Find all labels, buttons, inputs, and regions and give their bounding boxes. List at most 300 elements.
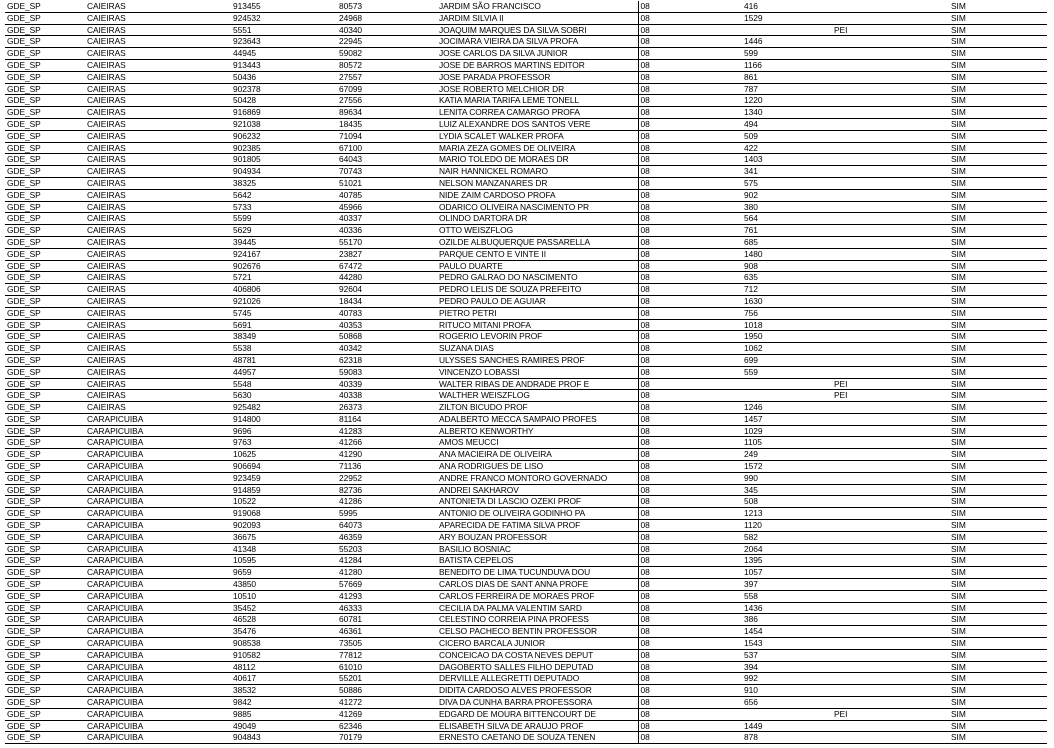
id-cell: 46333 [337,602,437,614]
table-row [5,260,1047,272]
school-name-cell: ANA MACIEIRA DE OLIVEIRA [437,449,638,461]
code-cell: 48112 [231,661,337,673]
table-row [5,461,1047,473]
region-cell: GDE_SP [5,390,85,402]
group-cell: 08 [638,284,742,296]
program-cell [832,425,949,437]
group-cell: 08 [638,130,742,142]
school-name-cell: BASILIO BOSNIAC [437,543,638,555]
municipality-cell: CAIEIRAS [85,189,231,201]
region-cell: GDE_SP [5,166,85,178]
status-cell: SIM [949,673,1047,685]
school-name-cell: DERVILLE ALLEGRETTI DEPUTADO [437,673,638,685]
municipality-cell: CAIEIRAS [85,130,231,142]
group-cell: 08 [638,638,742,650]
municipality-cell: CARAPICUIBA [85,437,231,449]
region-cell: GDE_SP [5,508,85,520]
status-cell: SIM [949,661,1047,673]
municipality-cell: CARAPICUIBA [85,567,231,579]
group-cell: 08 [638,12,742,24]
school-name-cell: ANDRE FRANCO MONTORO GOVERNADO [437,472,638,484]
code-cell: 9885 [231,708,337,720]
program-cell [832,48,949,60]
program-cell: PEI [832,390,949,402]
group-cell: 08 [638,307,742,319]
count-cell: 992 [742,673,832,685]
program-cell [832,107,949,119]
table-row [5,118,1047,130]
table-row [5,154,1047,166]
count-cell: 397 [742,579,832,591]
school-name-cell: LUIZ ALEXANDRE DOS SANTOS VERE [437,118,638,130]
region-cell: GDE_SP [5,319,85,331]
status-cell: SIM [949,118,1047,130]
id-cell: 51021 [337,177,437,189]
group-cell: 08 [638,201,742,213]
code-cell: 5630 [231,390,337,402]
program-cell [832,673,949,685]
program-cell: PEI [832,24,949,36]
school-name-cell: CARLOS FERREIRA DE MORAES PROF [437,590,638,602]
count-cell [742,378,832,390]
program-cell [832,189,949,201]
table-row [5,567,1047,579]
school-name-cell: DIDITA CARDOSO ALVES PROFESSOR [437,685,638,697]
status-cell: SIM [949,425,1047,437]
id-cell: 26373 [337,402,437,414]
count-cell: 380 [742,201,832,213]
id-cell: 40342 [337,343,437,355]
group-cell: 08 [638,260,742,272]
region-cell: GDE_SP [5,366,85,378]
id-cell: 92604 [337,284,437,296]
status-cell: SIM [949,579,1047,591]
program-cell [832,413,949,425]
code-cell: 38325 [231,177,337,189]
region-cell: GDE_SP [5,531,85,543]
code-cell: 44945 [231,48,337,60]
code-cell: 39445 [231,236,337,248]
id-cell: 40337 [337,213,437,225]
code-cell: 908538 [231,638,337,650]
region-cell: GDE_SP [5,225,85,237]
program-cell [832,567,949,579]
count-cell [742,390,832,402]
id-cell: 46361 [337,626,437,638]
status-cell: SIM [949,732,1047,744]
status-cell: SIM [949,59,1047,71]
group-cell: 08 [638,83,742,95]
table-row [5,177,1047,189]
group-cell: 08 [638,614,742,626]
table-row [5,319,1047,331]
program-cell [832,1,949,12]
code-cell: 9659 [231,567,337,579]
region-cell: GDE_SP [5,24,85,36]
municipality-cell: CARAPICUIBA [85,484,231,496]
table-row [5,732,1047,744]
school-name-cell: CICERO BARCALA JUNIOR [437,638,638,650]
region-cell: GDE_SP [5,177,85,189]
code-cell: 50436 [231,71,337,83]
status-cell: SIM [949,354,1047,366]
program-cell [832,236,949,248]
count-cell: 1029 [742,425,832,437]
school-name-cell: JOAQUIM MARQUES DA SILVA SOBRI [437,24,638,36]
region-cell: GDE_SP [5,118,85,130]
table-row [5,83,1047,95]
municipality-cell: CARAPICUIBA [85,520,231,532]
region-cell: GDE_SP [5,697,85,709]
count-cell: 249 [742,449,832,461]
school-name-cell: OLINDO DARTORA DR [437,213,638,225]
program-cell [832,177,949,189]
region-cell: GDE_SP [5,130,85,142]
table-row [5,295,1047,307]
table-row [5,673,1047,685]
code-cell: 41348 [231,543,337,555]
region-cell: GDE_SP [5,720,85,732]
program-cell [832,697,949,709]
municipality-cell: CAIEIRAS [85,378,231,390]
group-cell: 08 [638,1,742,12]
status-cell: SIM [949,649,1047,661]
program-cell [832,685,949,697]
school-name-cell: BENEDITO DE LIMA TUCUNDUVA DOU [437,567,638,579]
table-row [5,59,1047,71]
count-cell: 1220 [742,95,832,107]
id-cell: 41293 [337,590,437,602]
status-cell: SIM [949,461,1047,473]
table-row [5,236,1047,248]
count-cell: 878 [742,732,832,744]
region-cell: GDE_SP [5,71,85,83]
code-cell: 902093 [231,520,337,532]
status-cell: SIM [949,12,1047,24]
group-cell: 08 [638,673,742,685]
municipality-cell: CAIEIRAS [85,307,231,319]
group-cell: 08 [638,177,742,189]
school-name-cell: RITUCO MITANI PROFA [437,319,638,331]
table-row [5,272,1047,284]
municipality-cell: CARAPICUIBA [85,732,231,744]
school-name-cell: CECILIA DA PALMA VALENTIM SARD [437,602,638,614]
group-cell: 08 [638,59,742,71]
group-cell: 08 [638,48,742,60]
code-cell: 9763 [231,437,337,449]
code-cell: 901805 [231,154,337,166]
code-cell: 914800 [231,413,337,425]
id-cell: 24968 [337,12,437,24]
id-cell: 82736 [337,484,437,496]
id-cell: 50868 [337,331,437,343]
table-row [5,590,1047,602]
group-cell: 08 [638,319,742,331]
count-cell: 558 [742,590,832,602]
program-cell [832,661,949,673]
table-row [5,354,1047,366]
status-cell: SIM [949,484,1047,496]
group-cell: 08 [638,354,742,366]
count-cell: 1166 [742,59,832,71]
school-name-cell: JARDIM SÃO FRANCISCO [437,1,638,12]
municipality-cell: CAIEIRAS [85,284,231,296]
region-cell: GDE_SP [5,284,85,296]
program-cell [832,590,949,602]
count-cell: 1457 [742,413,832,425]
school-name-cell: ELISABETH SILVA DE ARAUJO PROF [437,720,638,732]
status-cell: SIM [949,472,1047,484]
school-name-cell: PEDRO LELIS DE SOUZA PREFEITO [437,284,638,296]
group-cell: 08 [638,472,742,484]
region-cell: GDE_SP [5,496,85,508]
code-cell: 913443 [231,59,337,71]
program-cell [832,614,949,626]
id-cell: 61010 [337,661,437,673]
municipality-cell: CAIEIRAS [85,59,231,71]
table-row [5,602,1047,614]
region-cell: GDE_SP [5,626,85,638]
municipality-cell: CAIEIRAS [85,225,231,237]
table-row [5,284,1047,296]
school-name-cell: WALTER RIBAS DE ANDRADE PROF E [437,378,638,390]
program-cell [832,142,949,154]
id-cell: 23827 [337,248,437,260]
table-row [5,201,1047,213]
status-cell: SIM [949,142,1047,154]
table-row [5,1,1047,12]
id-cell: 22952 [337,472,437,484]
school-name-cell: LYDIA SCALET WALKER PROFA [437,130,638,142]
program-cell [832,307,949,319]
code-cell: 9696 [231,425,337,437]
code-cell: 5642 [231,189,337,201]
code-cell: 35476 [231,626,337,638]
program-cell [832,579,949,591]
table-row [5,130,1047,142]
count-cell: 345 [742,484,832,496]
municipality-cell: CARAPICUIBA [85,697,231,709]
group-cell: 08 [638,166,742,178]
municipality-cell: CAIEIRAS [85,166,231,178]
code-cell: 5629 [231,225,337,237]
region-cell: GDE_SP [5,732,85,744]
count-cell: 1105 [742,437,832,449]
status-cell: SIM [949,213,1047,225]
id-cell: 60781 [337,614,437,626]
count-cell: 787 [742,83,832,95]
code-cell: 913455 [231,1,337,12]
table-row [5,36,1047,48]
table-row [5,378,1047,390]
municipality-cell: CARAPICUIBA [85,508,231,520]
region-cell: GDE_SP [5,295,85,307]
school-name-cell: ADALBERTO MECCA SAMPAIO PROFES [437,413,638,425]
region-cell: GDE_SP [5,307,85,319]
id-cell: 80572 [337,59,437,71]
program-cell [832,130,949,142]
municipality-cell: CARAPICUIBA [85,425,231,437]
table-row [5,48,1047,60]
code-cell: 10625 [231,449,337,461]
count-cell: 635 [742,272,832,284]
status-cell: SIM [949,71,1047,83]
municipality-cell: CAIEIRAS [85,236,231,248]
count-cell: 908 [742,260,832,272]
status-cell: SIM [949,130,1047,142]
count-cell: 341 [742,166,832,178]
region-cell: GDE_SP [5,567,85,579]
school-name-cell: JOSE CARLOS DA SILVA JUNIOR [437,48,638,60]
count-cell: 761 [742,225,832,237]
count-cell: 1572 [742,461,832,473]
region-cell: GDE_SP [5,354,85,366]
school-name-cell: PARQUE CENTO E VINTE II [437,248,638,260]
table-row [5,697,1047,709]
table-row [5,543,1047,555]
count-cell: 494 [742,118,832,130]
status-cell: SIM [949,378,1047,390]
id-cell: 41280 [337,567,437,579]
code-cell: 902378 [231,83,337,95]
region-cell: GDE_SP [5,12,85,24]
school-name-cell: VINCENZO LOBASSI [437,366,638,378]
table-row [5,248,1047,260]
program-cell [832,496,949,508]
status-cell: SIM [949,331,1047,343]
status-cell: SIM [949,154,1047,166]
status-cell: SIM [949,602,1047,614]
school-name-cell: ARY BOUZAN PROFESSOR [437,531,638,543]
region-cell: GDE_SP [5,638,85,650]
table-row [5,225,1047,237]
count-cell: 1454 [742,626,832,638]
id-cell: 18434 [337,295,437,307]
code-cell: 10510 [231,590,337,602]
group-cell: 08 [638,543,742,555]
status-cell: SIM [949,319,1047,331]
region-cell: GDE_SP [5,154,85,166]
region-cell: GDE_SP [5,590,85,602]
school-name-cell: OTTO WEISZFLOG [437,225,638,237]
status-cell: SIM [949,437,1047,449]
count-cell: 1529 [742,12,832,24]
status-cell: SIM [949,685,1047,697]
count-cell: 599 [742,48,832,60]
region-cell: GDE_SP [5,59,85,71]
id-cell: 44280 [337,272,437,284]
count-cell: 1246 [742,402,832,414]
group-cell: 08 [638,720,742,732]
code-cell: 9842 [231,697,337,709]
table-row [5,142,1047,154]
group-cell: 08 [638,449,742,461]
code-cell: 49049 [231,720,337,732]
program-cell [832,354,949,366]
program-cell [832,366,949,378]
program-cell [832,71,949,83]
id-cell: 27557 [337,71,437,83]
school-name-cell: PEDRO GALRAO DO NASCIMENTO [437,272,638,284]
count-cell: 1950 [742,331,832,343]
group-cell: 08 [638,602,742,614]
region-cell: GDE_SP [5,107,85,119]
count-cell: 1213 [742,508,832,520]
status-cell: SIM [949,508,1047,520]
program-cell [832,201,949,213]
count-cell: 394 [742,661,832,673]
program-cell [832,295,949,307]
municipality-cell: CARAPICUIBA [85,638,231,650]
status-cell: SIM [949,107,1047,119]
count-cell [742,24,832,36]
program-cell [832,720,949,732]
table-row [5,649,1047,661]
program-cell [832,248,949,260]
status-cell: SIM [949,626,1047,638]
count-cell: 508 [742,496,832,508]
id-cell: 45966 [337,201,437,213]
region-cell: GDE_SP [5,236,85,248]
municipality-cell: CAIEIRAS [85,213,231,225]
program-cell [832,225,949,237]
id-cell: 40339 [337,378,437,390]
municipality-cell: CAIEIRAS [85,83,231,95]
code-cell: 923459 [231,472,337,484]
code-cell: 924532 [231,12,337,24]
municipality-cell: CARAPICUIBA [85,413,231,425]
table-row [5,531,1047,543]
group-cell: 08 [638,461,742,473]
table-row [5,437,1047,449]
id-cell: 67099 [337,83,437,95]
count-cell: 1480 [742,248,832,260]
school-name-cell: ANDREI SAKHAROV [437,484,638,496]
program-cell [832,602,949,614]
code-cell: 919068 [231,508,337,520]
status-cell: SIM [949,708,1047,720]
program-cell [832,437,949,449]
group-cell: 08 [638,390,742,402]
status-cell: SIM [949,555,1047,567]
region-cell: GDE_SP [5,260,85,272]
municipality-cell: CAIEIRAS [85,154,231,166]
municipality-cell: CAIEIRAS [85,331,231,343]
municipality-cell: CAIEIRAS [85,48,231,60]
code-cell: 5733 [231,201,337,213]
municipality-cell: CARAPICUIBA [85,661,231,673]
program-cell [832,543,949,555]
municipality-cell: CAIEIRAS [85,319,231,331]
table-row [5,366,1047,378]
code-cell: 906694 [231,461,337,473]
code-cell: 5691 [231,319,337,331]
school-name-cell: ERNESTO CAETANO DE SOUZA TENEN [437,732,638,744]
status-cell: SIM [949,413,1047,425]
count-cell: 902 [742,189,832,201]
program-cell [832,260,949,272]
group-cell: 08 [638,366,742,378]
group-cell: 08 [638,236,742,248]
program-cell [832,484,949,496]
code-cell: 10522 [231,496,337,508]
count-cell: 564 [742,213,832,225]
status-cell: SIM [949,201,1047,213]
municipality-cell: CARAPICUIBA [85,602,231,614]
id-cell: 59082 [337,48,437,60]
table-row [5,579,1047,591]
municipality-cell: CARAPICUIBA [85,708,231,720]
